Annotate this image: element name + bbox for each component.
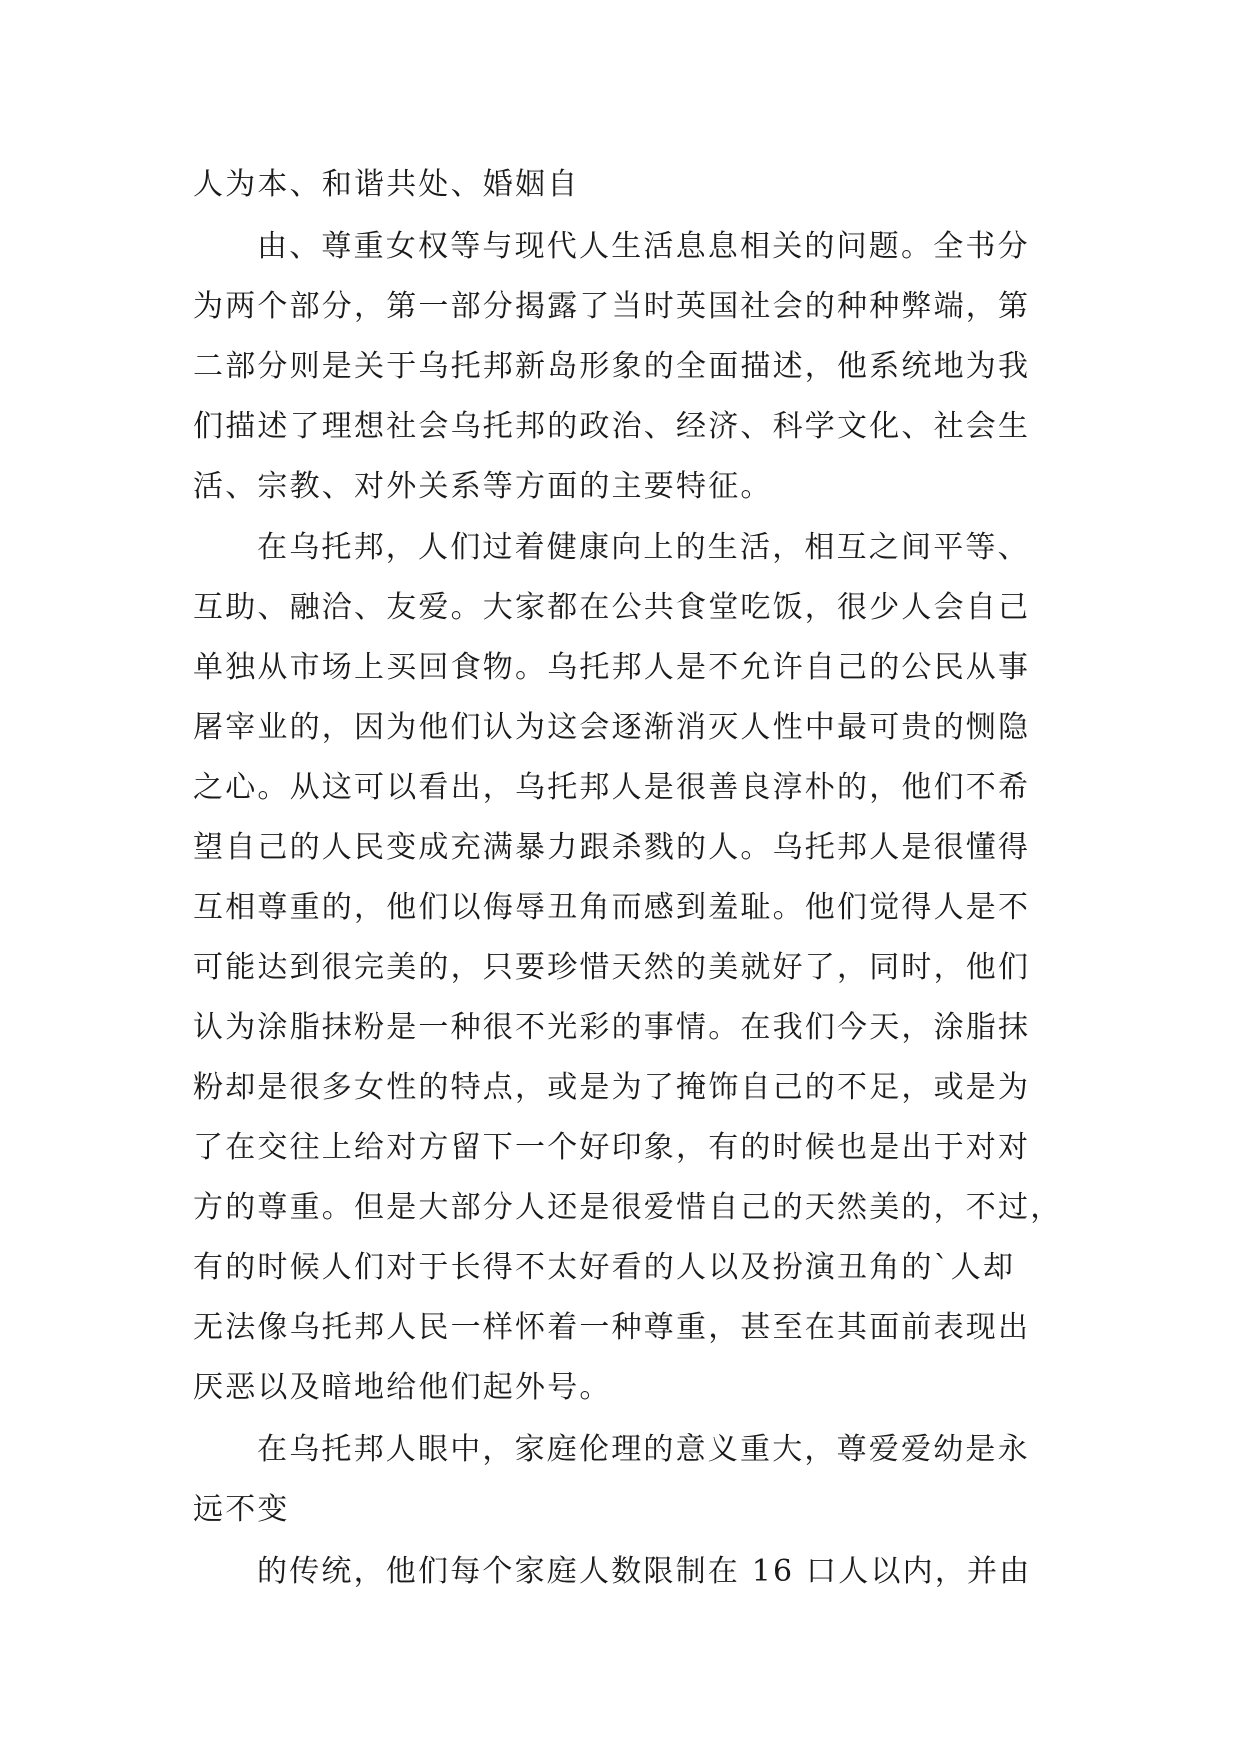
text-line: 在乌托邦，人们过着健康向上的生活，相互之间平等、 (257, 530, 1030, 565)
text-line: 认为涂脂抹粉是一种很不光彩的事情。在我们今天，涂脂抹 (193, 1010, 1031, 1045)
text-line: 望自己的人民变成充满暴力跟杀戮的人。乌托邦人是很懂得 (193, 830, 1031, 865)
text-line: 互助、融洽、友爱。大家都在公共食堂吃饭，很少人会自己 (193, 590, 1031, 625)
text-line: 可能达到很完美的，只要珍惜天然的美就好了，同时，他们 (193, 950, 1031, 985)
text-line: 人为本、和谐共处、婚姻自 (193, 167, 580, 202)
text-line: 的传统，他们每个家庭人数限制在 16 口人以内，并由 (257, 1554, 1032, 1589)
text-line: 粉却是很多女性的特点，或是为了掩饰自己的不足，或是为 (193, 1070, 1031, 1105)
text-line: 厌恶以及暗地给他们起外号。 (193, 1370, 612, 1405)
text-line: 单独从市场上买回食物。乌托邦人是不允许自己的公民从事 (193, 650, 1031, 685)
text-line: 之心。从这可以看出，乌托邦人是很善良淳朴的，他们不希 (193, 770, 1031, 805)
text-line: 屠宰业的，因为他们认为这会逐渐消灭人性中最可贵的恻隐 (193, 710, 1031, 745)
text-line: 方的尊重。但是大部分人还是很爱惜自己的天然美的，不过， (193, 1190, 1063, 1225)
text-line: 为两个部分，第一部分揭露了当时英国社会的种种弊端，第 (193, 289, 1031, 324)
text-line: 们描述了理想社会乌托邦的政治、经济、科学文化、社会生 (193, 409, 1031, 444)
text-line: 活、宗教、对外关系等方面的主要特征。 (193, 469, 773, 504)
text-line: 远不变 (193, 1492, 290, 1527)
text-line: 无法像乌托邦人民一样怀着一种尊重，甚至在其面前表现出 (193, 1310, 1031, 1345)
text-line: 二部分则是关于乌托邦新岛形象的全面描述，他系统地为我 (193, 349, 1031, 384)
text-line: 有的时候人们对于长得不太好看的人以及扮演丑角的`人却 (193, 1250, 1016, 1285)
text-line: 了在交往上给对方留下一个好印象，有的时候也是出于对对 (193, 1130, 1031, 1165)
text-line: 由、尊重女权等与现代人生活息息相关的问题。全书分 (257, 229, 1030, 264)
text-line: 互相尊重的，他们以侮辱丑角而感到羞耻。他们觉得人是不 (193, 890, 1031, 925)
text-line: 在乌托邦人眼中，家庭伦理的意义重大，尊爱爱幼是永 (257, 1432, 1030, 1467)
